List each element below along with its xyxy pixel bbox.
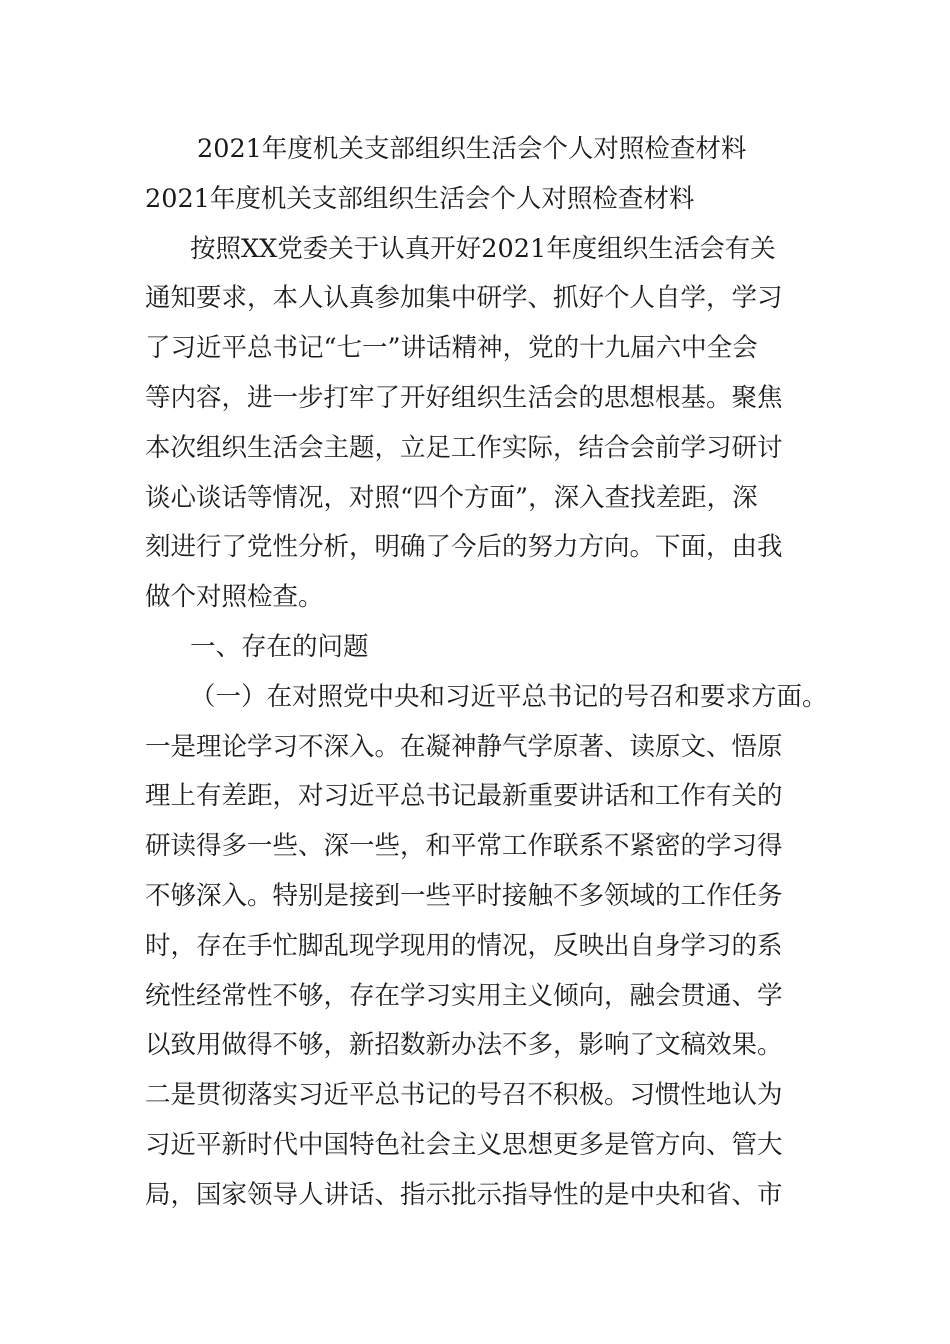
body-line: 局，国家领导人讲话、指示批示指导性的是中央和省、市: [145, 1179, 783, 1210]
intro-line: 本次组织生活会主题，立足工作实际，结合会前学习研讨: [145, 432, 783, 463]
section-heading: 一、存在的问题: [190, 631, 369, 662]
intro-line: 做个对照检查。: [145, 582, 324, 613]
document-title: 2021年度机关支部组织生活会个人对照检查材料: [197, 134, 747, 164]
body-line: 时，存在手忙脚乱现学现用的情况，反映出自身学习的系: [145, 930, 783, 961]
body-line: 一是理论学习不深入。在凝神静气学原著、读原文、悟原: [145, 731, 783, 762]
intro-line: 等内容，进一步打牢了开好组织生活会的思想根基。聚焦: [145, 382, 783, 413]
intro-line: 刻进行了党性分析，明确了今后的努力方向。下面，由我: [145, 532, 783, 563]
body-line: 研读得多一些、深一些，和平常工作联系不紧密的学习得: [145, 831, 783, 862]
intro-line: 按照XX党委关于认真开好2021年度组织生活会有关: [190, 233, 776, 264]
body-line: 不够深入。特别是接到一些平时接触不多领域的工作任务: [145, 880, 783, 911]
body-line: 习近平新时代中国特色社会主义思想更多是管方向、管大: [145, 1129, 783, 1160]
intro-line: 谈心谈话等情况，对照“四个方面”，深入查找差距，深: [145, 482, 758, 513]
body-line: 以致用做得不够，新招数新办法不多，影响了文稿效果。: [145, 1030, 783, 1061]
document-body: [145, 125, 845, 1221]
intro-line: 了习近平总书记“七一”讲话精神，党的十九届六中全会: [145, 333, 758, 364]
body-line: 二是贯彻落实习近平总书记的号召不积极。习惯性地认为: [145, 1080, 783, 1111]
body-line: 理上有差距，对习近平总书记最新重要讲话和工作有关的: [145, 781, 783, 812]
document-subtitle: 2021年度机关支部组织生活会个人对照检查材料: [145, 183, 695, 214]
subsection-heading: （一）在对照党中央和习近平总书记的号召和要求方面。: [190, 681, 828, 712]
body-line: 统性经常性不够，存在学习实用主义倾向，融会贯通、学: [145, 980, 783, 1011]
intro-line: 通知要求，本人认真参加集中研学、抓好个人自学，学习: [145, 283, 783, 314]
